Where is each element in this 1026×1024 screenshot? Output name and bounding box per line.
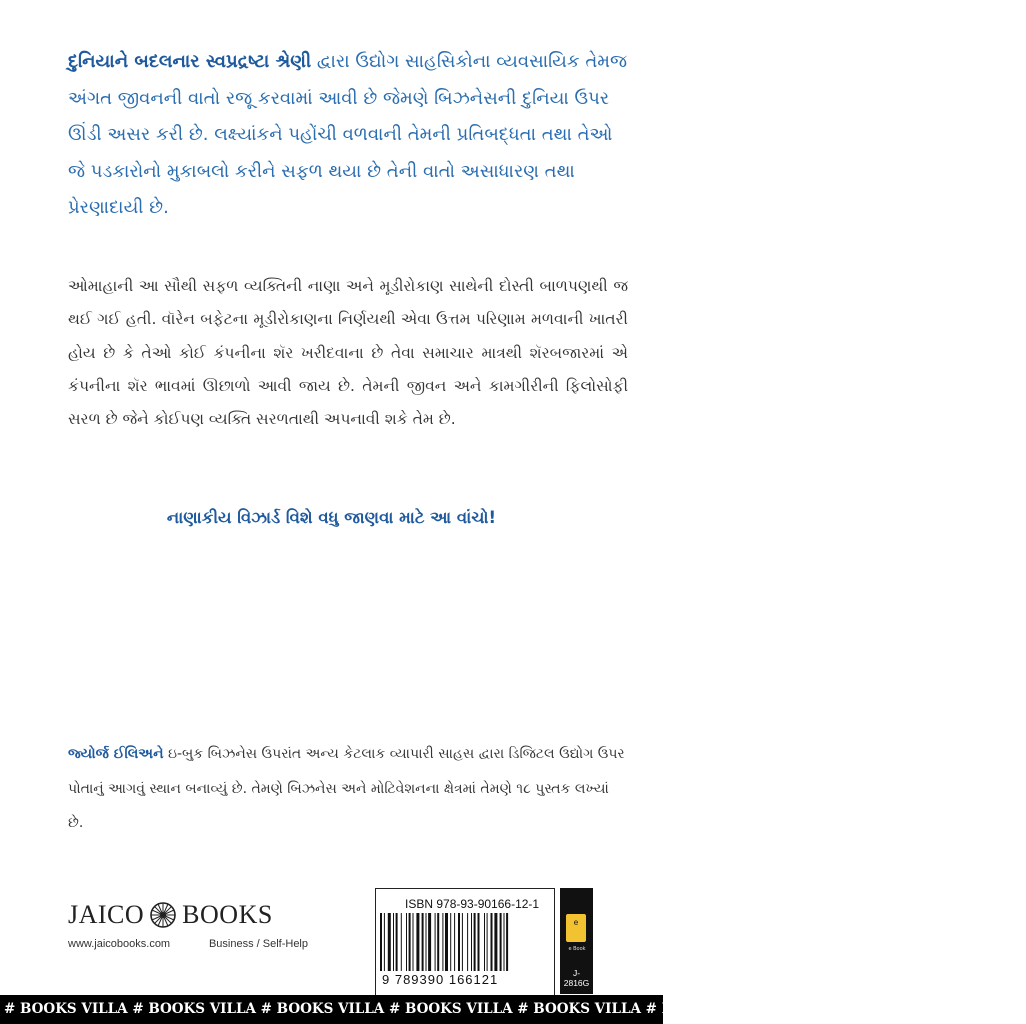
barcode-bar [506, 913, 508, 971]
ebook-label: e Book [568, 946, 586, 952]
watermark-footer: # BOOKS VILLA # BOOKS VILLA # BOOKS VILLA # BOOKS VILLA # BOOKS VILLA # BOOKS VILLA # BOOKS VILLA # BOOKS VILLA [0, 995, 663, 1024]
barcode-bar [454, 913, 455, 971]
barcode-bar [474, 913, 476, 971]
barcode-bar [442, 913, 443, 971]
barcode-bar [435, 913, 436, 971]
barcode-digits: 9 789390 166121 [382, 972, 499, 987]
author-bio [68, 737, 628, 841]
barcode-bar [422, 913, 424, 971]
description-paragraph: ઓમાહાની આ સૌથી સફળ વ્યક્તિની નાણા અને મૂડીરોકાણ સાથેની દોસ્તી બાળપણથી જ થઈ ગઈ હતી. વૉરેન બફેટના મૂડીરોકાણના નિર્ણયથી એવા ઉત્તમ પરિણામ મળવાની ખાતરી હોય છે કે તેઓ કોઈ કંપનીના શૅર ખરીદવાના છે તેવા સમાચાર માત્રથી શૅરબજારમાં એ કંપનીના શૅર ભાવમાં ઊછાળો આવી જાય છે. તેમની જીવન અને કામગીરીની ફિલોસોફી સરળ છે જેને કોઈપણ વ્યક્તિ સરળતાથી અપનાવી શકે તેમ છે. [68, 277, 628, 429]
intro-paragraph [68, 44, 628, 227]
barcode-bar [393, 913, 394, 971]
barcode-bar [401, 913, 402, 971]
barcode-bar [428, 913, 431, 971]
author-bio-text: ઇ-બુક બિઝનેસ ઉપરાંત અન્ય કેટલાક વ્યાપારી સાહસ દ્વારા ડિજિટલ ઉદ્યોગ ઉપર પોતાનું આગવું સ્થાન બનાવ્યું છે. તેમણે બિઝનેસ અને મોટિવેશનના ક્ષેત્રમાં તેમણે ૧૮ પુસ્તક લખ્યાં છે. [68, 746, 625, 831]
publisher-logo [68, 900, 308, 950]
barcode-bar [478, 913, 480, 971]
barcode-bar [388, 913, 391, 971]
barcode-bar [458, 913, 460, 971]
barcode-bar [484, 913, 485, 971]
publisher-name-right: BOOKS [182, 900, 273, 929]
author-name: જ્યોર્જ ઈલિઅને [68, 746, 164, 762]
barcode [380, 913, 550, 971]
barcode-bar [380, 913, 382, 971]
barcode-bar [462, 913, 463, 971]
publisher-name-left: JAICO [68, 900, 145, 929]
barcode-bar [500, 913, 502, 971]
barcode-bar [437, 913, 439, 971]
ebook-badge [560, 888, 593, 994]
publisher-website: www.jaicobooks.com [68, 938, 171, 950]
barcode-bar [384, 913, 385, 971]
book-category: Business / Self-Help [208, 938, 308, 950]
barcode-bar [504, 913, 505, 971]
barcode-bar [450, 913, 451, 971]
barcode-bar [491, 913, 493, 971]
ebook-icon: e [566, 914, 586, 942]
barcode-bar [494, 913, 497, 971]
barcode-bar [406, 913, 407, 971]
barcode-bar [471, 913, 472, 971]
book-code: J-2816G [563, 968, 590, 988]
isbn-label: ISBN 978-93-90166-12-1 [405, 897, 540, 911]
barcode-bar [413, 913, 414, 971]
barcode-bar [396, 913, 398, 971]
barcode-bar [416, 913, 419, 971]
barcode-bar [487, 913, 488, 971]
barcode-bar [409, 913, 411, 971]
barcode-bar [426, 913, 427, 971]
barcode-bar [445, 913, 448, 971]
intro-text: દ્વારા ઉદ્યોગ સાહસિકોના વ્યવસાયિક તેમજ અંગત જીવનની વાતો રજૂ કરવામાં આવી છે જેમણે બિઝનેસની દુનિયા ઉપર ઊંડી અસર કરી છે. લક્ષ્યાંકને પહોંચી વળવાની તેમની પ્રતિબદ્ધતા તથા તેઓ જે પડકારોનો મુકાબલો કરીને સફળ થયા છે તેની વાતો અસાધારણ તથા પ્રેરણાદાયી છે. [68, 51, 628, 218]
wheel-icon [150, 902, 176, 928]
barcode-bar [467, 913, 468, 971]
call-to-action: નાણાકીય વિઝાર્ડ વિશે વધુ જાણવા માટે આ વાંચો! [166, 508, 497, 527]
series-name: દુનિયાને બદલનાર સ્વપ્રદ્રષ્ટા શ્રેણી [68, 51, 312, 72]
